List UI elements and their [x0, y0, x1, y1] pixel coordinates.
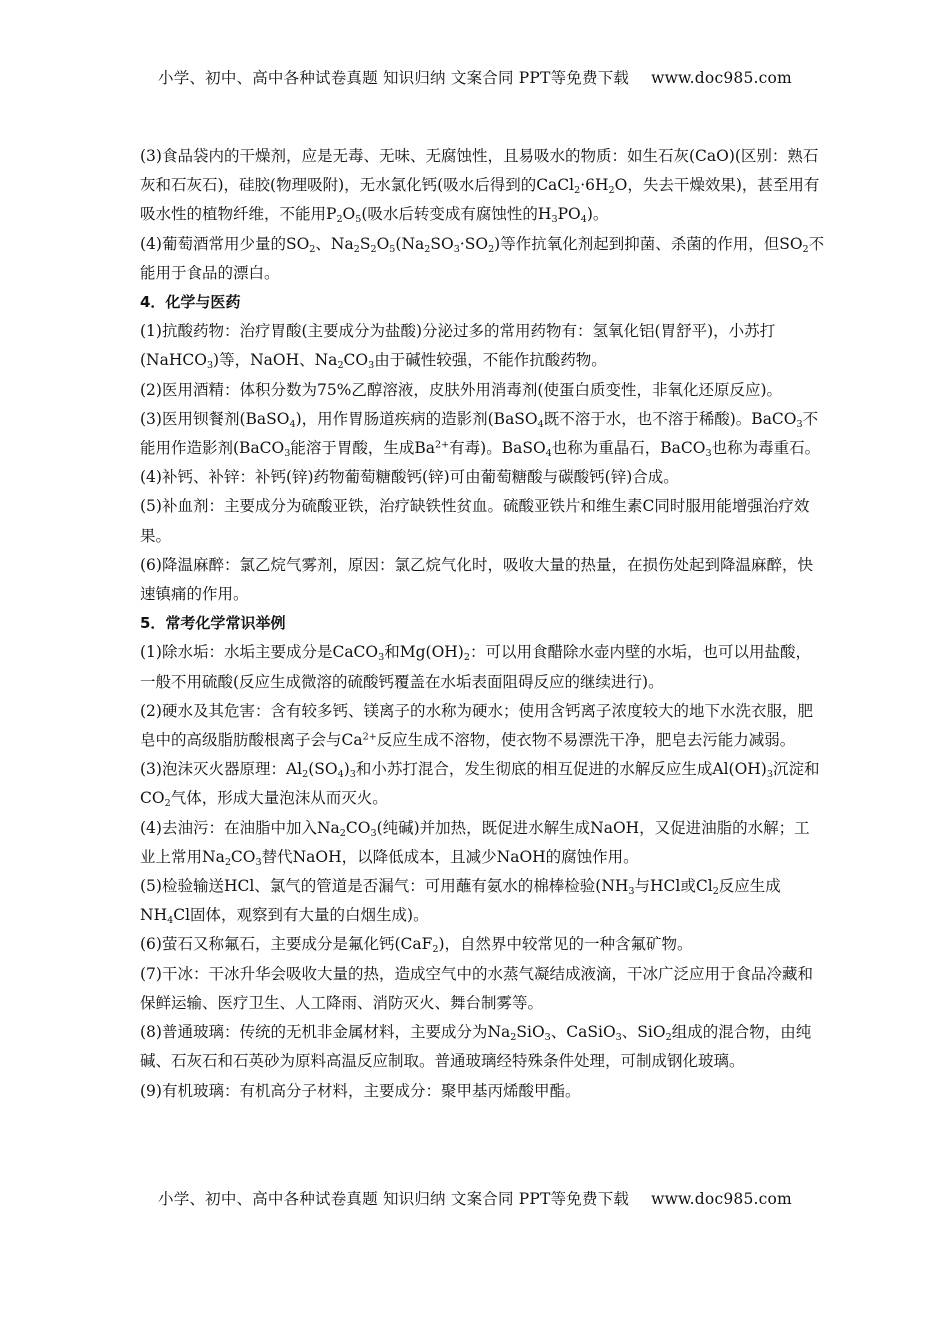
paragraph: (3)医用钡餐剂(BaSO$_4$)，用作胃肠道疾病的造影剂(BaSO$_4$既不溶于水，也不溶于稀酸)。BaCO$_3$不能用作造影剂(BaCO$_3$能溶于胃酸，生成$Ba^{2+}$有毒)。BaSO$_4$也称为重晶石，BaCO$_3$也称为毒重石。 — [140, 409, 821, 459]
paragraph: (9)有机玻璃：有机高分子材料，主要成分：聚甲基丙烯酸甲酯。 — [140, 1081, 581, 1100]
paragraph: (8)普通玻璃：传统的无机非金属材料，主要成分为$Na_2SiO_3$、CaSiO$_3$、SiO$_2$组成的混合物，由纯碱、石灰石和石英砂为原料高温反应制取。普通玻璃经特殊条件处理，可制成钢化玻璃。 — [140, 1023, 812, 1071]
paragraph: (4)去油污：在油脂中加入$Na_2CO_3$(纯碱)并加热，既促进水解生成NaOH，又促进油脂的水解；工业上常用$Na_2CO_3$替代NaOH，以降低成本，且减少NaOH的腐蚀作用。 — [140, 818, 810, 868]
section-heading: 5．常考化学常识举例 — [140, 614, 286, 633]
document-body — [140, 142, 825, 1106]
footer-url: www.doc985.com — [651, 1190, 792, 1208]
paragraph: (3)泡沫灭火器原理：$Al_2(SO_4)_3$和小苏打混合，发生彻底的相互促进的水解反应生成$Al(OH)_3$沉淀和$CO_2$气体，形成大量泡沫从而灭火。 — [140, 760, 820, 810]
section-heading: 4．化学与医药 — [140, 293, 241, 312]
paragraph: (4)葡萄酒常用少量的$SO_2$、$Na_2S_2O_5(Na_2SO_3\cdot SO_2)$等作抗氧化剂起到抑菌、杀菌的作用，但$SO_2$不能用于食品的漂白。 — [140, 234, 825, 282]
paragraph: (6)降温麻醉：氯乙烷气雾剂，原因：氯乙烷气化时，吸收大量的热量，在损伤处起到降温麻醉，快速镇痛的作用。 — [140, 555, 813, 604]
header-url: www.doc985.com — [651, 69, 792, 87]
page-header — [0, 66, 950, 88]
paragraph: (2)医用酒精：体积分数为75%乙醇溶液，皮肤外用消毒剂(使蛋白质变性，非氧化还原反应)。 — [140, 380, 783, 399]
footer-text: 小学、初中、高中各种试卷真题 知识归纳 文案合同 PPT等免费下载 — [158, 1190, 630, 1208]
paragraph: (6)萤石又称氟石，主要成分是氟化钙(CaF$_2$)，自然界中较常见的一种含氟矿物。 — [140, 935, 693, 956]
paragraph: (3)食品袋内的干燥剂，应是无毒、无味、无腐蚀性，且易吸水的物质：如生石灰(CaO)(区别：熟石灰和石灰石)，硅胶(物理吸附)，无水氯化钙(吸水后得到的$CaCl_2\cdot 6H_2O$，失去干燥效果)，甚至用有吸水性的植物纤维，不能用$P_2O_5$(吸水后转变成有腐蚀性的$H_3PO_4$)。 — [140, 147, 820, 226]
paragraph: (7)干冰：干冰升华会吸收大量的热，造成空气中的水蒸气凝结成液滴，干冰广泛应用于食品冷藏和保鲜运输、医疗卫生、人工降雨、消防灭火、舞台制雾等。 — [140, 964, 813, 1012]
paragraph: (4)补钙、补锌：补钙(锌)药物葡萄糖酸钙(锌)可由葡萄糖酸与碳酸钙(锌)合成。 — [140, 468, 679, 487]
paragraph: (2)硬水及其危害：含有较多钙、镁离子的水称为硬水；使用含钙离子浓度较大的地下水洗衣服，肥皂中的高级脂肪酸根离子会与$Ca^{2+}$反应生成不溶物，使衣物不易漂洗干净，肥皂去污能力减弱。 — [140, 701, 813, 750]
page-footer — [0, 1187, 950, 1209]
paragraph: (1)抗酸药物：治疗胃酸(主要成分为盐酸)分泌过多的常用药物有：氢氧化铝(胃舒平)，小苏打(NaHCO$_3$)等，NaOH、$Na_2CO_3$由于碱性较强，不能作抗酸药物。 — [140, 322, 776, 372]
paragraph: (5)检验输送HCl、氯气的管道是否漏气：可用蘸有氨水的棉棒检验($NH_3$与HCl或$Cl_2$反应生成$NH_4Cl$固体，观察到有大量的白烟生成)。 — [140, 877, 781, 927]
paragraph: (1)除水垢：水垢主要成分是CaCO$_3$和$Mg(OH)_2$：可以用食醋除水壶内壁的水垢，也可以用盐酸，一般不用硫酸(反应生成微溶的硫酸钙覆盖在水垢表面阻碍反应的继续进行)。 — [140, 643, 811, 691]
paragraph: (5)补血剂：主要成分为硫酸亚铁，治疗缺铁性贫血。硫酸亚铁片和维生素C同时服用能增强治疗效果。 — [140, 497, 810, 545]
header-text: 小学、初中、高中各种试卷真题 知识归纳 文案合同 PPT等免费下载 — [158, 69, 630, 87]
